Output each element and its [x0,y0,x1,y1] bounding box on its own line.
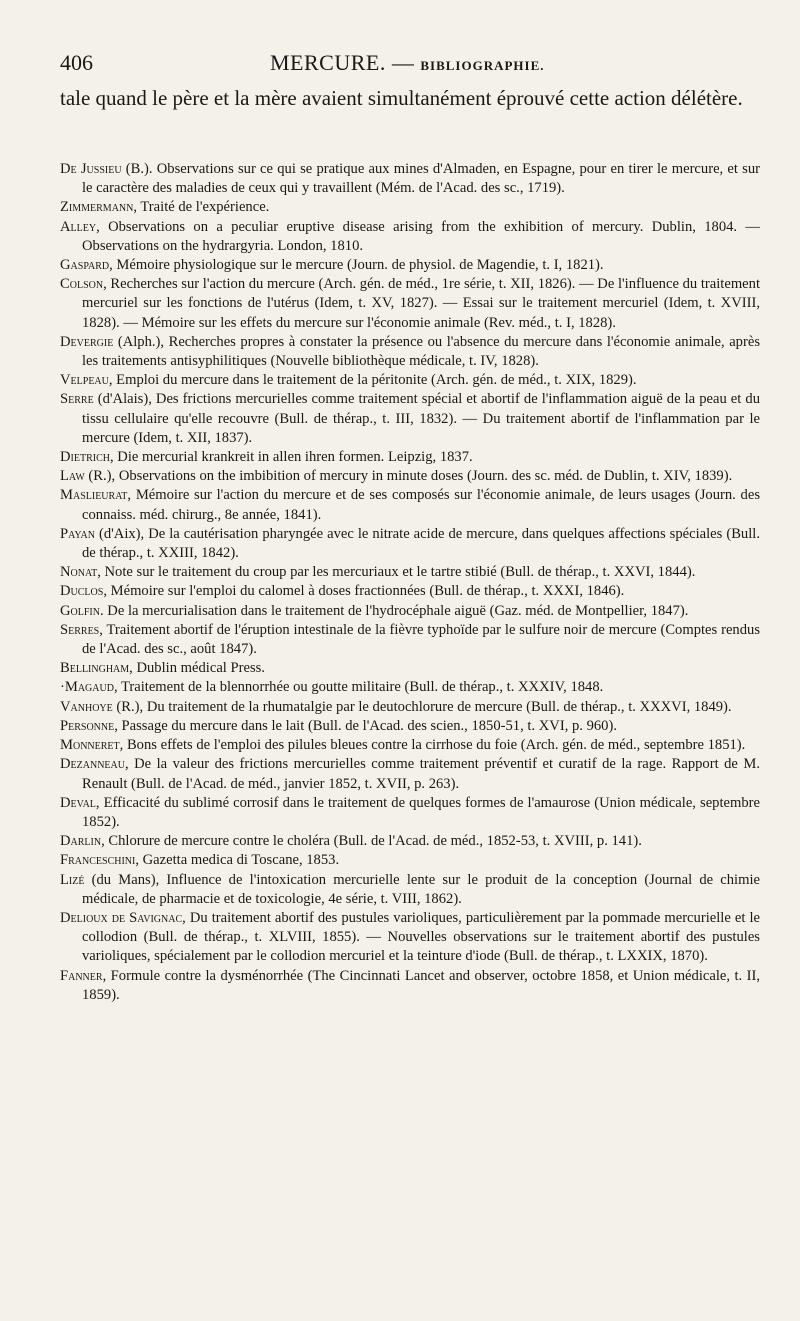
bibliography-entry [60,448,760,467]
entry-text: , Mémoire sur l'action du mercure et de ses composés sur l'économie animale, de leurs usages (Journ. des connaiss. méd. chirurg., 8e année, 1841). [82,487,760,523]
bibliography-entry [60,333,760,371]
entry-author: Monneret [60,737,120,754]
running-title-main: MERCURE. — [270,50,415,75]
entry-text: (R.), Du traitement de la rhumatalgie par le deutochlorure de mercure (Bull. de thérap., t. XXXVI, 1849). [112,698,732,715]
bibliography-entry [60,602,760,621]
entry-text: , Note sur le traitement du croup par les mercuriaux et le tartre stibié (Bull. de thérap., t. XXVI, 1844). [97,564,696,581]
entry-text: , Observations on a peculiar eruptive disease arising from the exhibition of mercury. Dublin, 1804. — Observations on the hydrargyria. London, 1810. [82,218,760,254]
entry-text: , Traité de l'expérience. [133,199,270,216]
bibliography-entry [60,275,760,333]
bibliography-entry [60,218,760,256]
entry-author: Zimmermann [60,199,134,216]
bibliography-list [60,160,760,1005]
entry-author: Serres [60,621,100,638]
page-number: 406 [60,50,93,75]
entry-author: Alley [60,218,97,235]
entry-text: , Traitement abortif de l'éruption intestinale de la fièvre typhoïde par le sulfure noir de mercure (Comptes rendus de l'Acad. des sc., août 1847). [82,621,760,658]
bibliography-entry [60,967,760,1005]
bibliography-entry [60,256,760,275]
entry-text: , Emploi du mercure dans le traitement de la péritonite (Arch. gén. de méd., t. XIX, 1829). [108,372,637,389]
entry-author: Serre [60,391,94,408]
bibliography-entry [60,582,760,601]
entry-author: Law [60,468,85,485]
entry-author: Dezanneau [60,756,125,773]
bibliography-entry [60,486,760,524]
entry-text: , De la valeur des frictions mercurielles comme traitement préventif et curatif de la rage. Rapport de M. Renault (Bull. de l'Acad. de méd., janvier 1852, t. XVII, p. 263). [82,756,760,792]
entry-text: (du Mans), Influence de l'intoxication mercurielle lente sur le produit de la conception (Journal de chimie médicale, de pharmacie et de toxicologie, 4e série, t. VIII, 1862). [82,871,760,907]
entry-text: , Formule contre la dysménorrhée (The Cincinnati Lancet and observer, octobre 1858, et Union médicale, t. II, 1859). [82,967,760,1003]
entry-author: Duclos [60,583,104,600]
entry-author: Bellingham [60,660,130,677]
entry-text: (d'Aix), De la cautérisation pharyngée avec le nitrate acide de mercure, dans quelques affections spéciales (Bull. de thérap., t. XXIII, 1842). [82,525,760,562]
bibliography-entry [60,198,760,217]
bibliography-entry [60,467,760,486]
entry-author: Deval [60,794,96,811]
entry-text: , Traitement de la blennorrhée ou goutte militaire (Bull. de thérap., t. XXXIV, 1848. [113,679,604,696]
entry-text: (Alph.), Recherches propres à constater la présence ou l'absence du mercure dans l'économie animale, après les traitements antisyphilitiques (Nouvelle bibliothèque médicale, t. IV, 1828). [82,333,760,370]
page-header [60,50,740,82]
entry-author: Velpeau [60,372,109,389]
entry-author: Golfin [60,602,100,619]
bibliography-entry [60,832,760,851]
entry-author: Delioux de Savignac [60,909,183,926]
bibliography-entry [60,794,760,832]
bibliography-entry [60,698,760,717]
entry-author: Lizé [60,871,85,888]
entry-author: Dietrich [60,449,110,466]
entry-text: (d'Alais), Des frictions mercurielles comme traitement spécial et abortif de l'inflammation aiguë de la peau et du tissu cellulaire qu'elle recouvre (Bull. de thérap., t. III, 1832). — Du traitement abortif de l'inflammation par le mercure (Idem, t. XII, 1837). [82,391,760,446]
bibliography-entry [60,909,760,967]
intro-paragraph: tale quand le père et la mère avaient simultanément éprouvé cette action délétère. [60,86,743,110]
entry-text: , Recherches sur l'action du mercure (Arch. gén. de méd., 1re série, t. XII, 1826). — De l'influence du traitement mercuriel sur les fonctions de l'utérus (Idem, t. XV, 1827). — Essai sur le traitement mercuriel (Idem, t. XVIII, 1828). — Mémoire sur les effets du mercure sur l'économie animale (Rev. méd., t. I, 1828). [82,276,760,331]
entry-author: Devergie [60,333,114,350]
entry-author: Darlin [60,833,102,850]
entry-author: Gaspard [60,257,110,274]
bibliography-entry [60,390,760,448]
bibliography-entry [60,659,760,678]
entry-author: Vanhoye [60,698,113,715]
entry-text: , Efficacité du sublimé corrosif dans le traitement de quelques formes de l'amaurose (Union médicale, septembre 1852). [82,794,760,830]
bibliography-entry [60,678,760,697]
bibliography-entry [60,755,760,793]
entry-text: , Passage du mercure dans le lait (Bull. de l'Acad. des scien., 1850-51, t. XVI, p. 960). [114,717,617,734]
bibliography-entry [60,525,760,563]
entry-text: , Die mercurial krankreit in allen ihren formen. Leipzig, 1837. [109,449,473,466]
entry-author: Colson [60,276,104,293]
entry-author: Maslieurat [60,487,128,504]
entry-author: Payan [60,525,95,542]
entry-text: (B.). Observations sur ce qui se pratique aux mines d'Almaden, en Espagne, pour en tirer le mercure, et sur le caractère des maladies de ceux qui y travaillent (Mém. de l'Acad. des sc., 1719). [82,161,761,197]
entry-text: . De la mercurialisation dans le traitement de l'hydrocéphale aiguë (Gaz. méd. de Montpellier, 1847). [99,602,689,619]
entry-text: , Chlorure de mercure contre le choléra (Bull. de l'Acad. de méd., 1852-53, t. XVIII, p. 141). [101,833,642,850]
bibliography-entry [60,371,760,390]
entry-author: De Jussieu [60,161,122,177]
entry-text: , Mémoire physiologique sur le mercure (Journ. de physiol. de Magendie, t. I, 1821). [109,257,604,274]
entry-author: Personne [60,717,115,734]
bibliography-entry [60,563,760,582]
entry-author: Fanner [60,967,103,984]
entry-text: (R.), Observations on the imbibition of mercury in minute doses (Journ. des sc. méd. de Dublin, t. XIV, 1839). [84,468,733,485]
entry-text: , Mémoire sur l'emploi du calomel à doses fractionnées (Bull. de thérap., t. XXXI, 1846). [103,583,625,600]
running-title [270,50,545,76]
entry-author: Nonat [60,564,98,581]
entry-text: , Dublin médical Press. [129,660,265,677]
bibliography-entry [60,621,760,659]
bibliography-entry [60,851,760,870]
bibliography-entry [60,717,760,736]
bibliography-entry [60,160,760,198]
entry-text: , Gazetta medica di Toscane, 1853. [135,852,340,869]
entry-text: , Du traitement abortif des pustules varioliques, particulièrement par la pommade mercurielle et le collodion (Bull. de thérap., t. XLVIII, 1855). — Nouvelles observations sur le traitement abortif des pustules varioliques, spécialement par le collodion mercuriel et la teinture d'iode (Bull. de thérap., t. LXXIX, 1870). [82,909,760,965]
bibliography-entry [60,871,760,909]
running-title-sub: BIBLIOGRAPHIE. [420,58,545,73]
entry-author: Franceschini [60,852,136,869]
entry-text: , Bons effets de l'emploi des pilules bleues contre la cirrhose du foie (Arch. gén. de méd., septembre 1851). [119,737,746,754]
bibliography-entry [60,736,760,755]
entry-author: ·Magaud [60,679,114,696]
